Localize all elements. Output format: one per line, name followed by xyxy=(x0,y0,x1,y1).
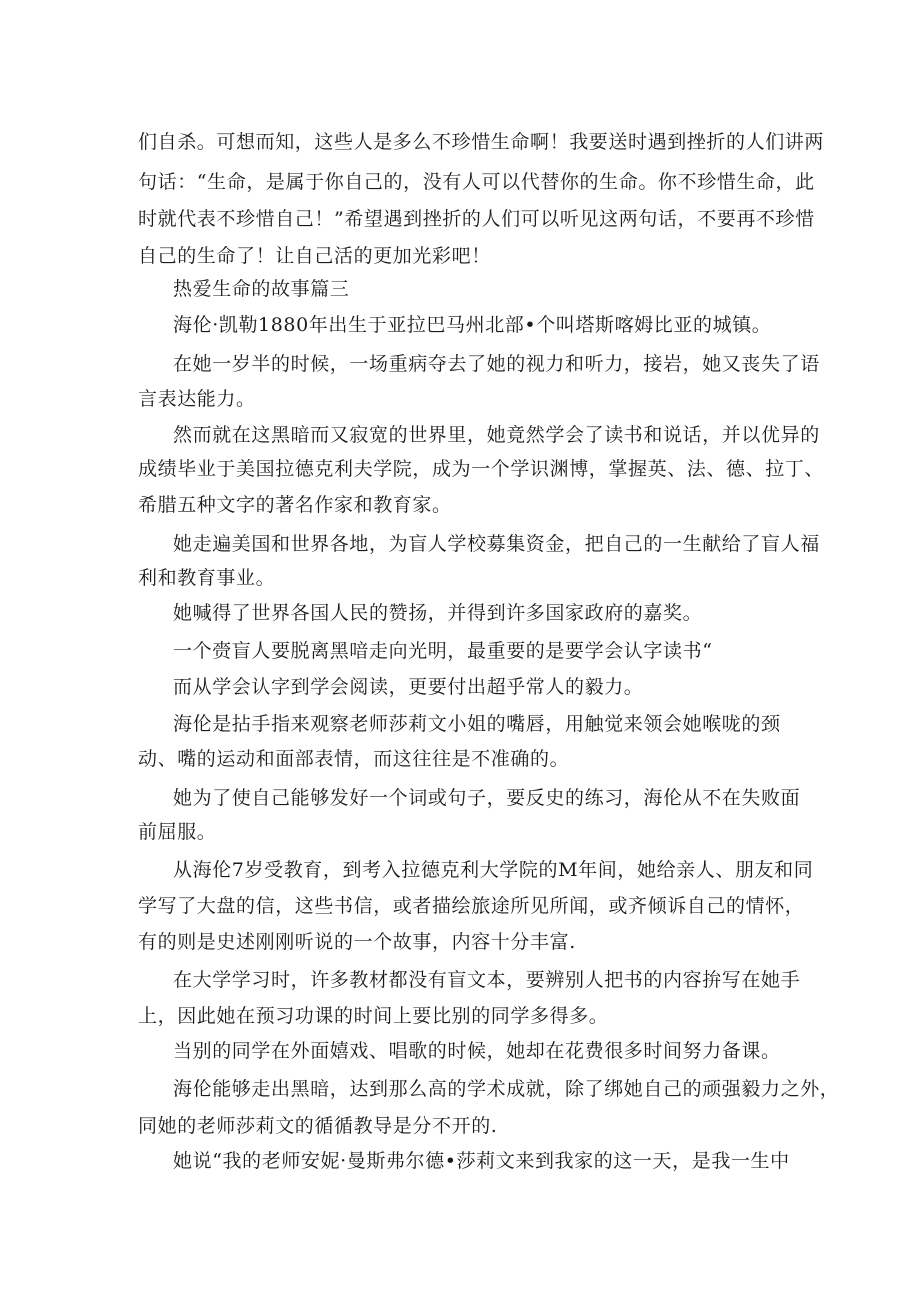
text-line: 前屈服。 xyxy=(138,821,217,843)
text-line: 她为了使自己能够发好一个词或句子，要反史的练习，海伦从不在失败面 xyxy=(173,787,801,809)
text-line: 在大学学习时，许多教材都没有盲文本，要辨别人把书的内容拚写在她手 xyxy=(173,969,801,991)
text-line: 动、嘴的运动和面部表情，而这往往是不准确的。 xyxy=(138,748,570,770)
text-line: 海伦能够走出黑暗，达到那么高的学术成就，除了绑她自己的顽强毅力之外， xyxy=(173,1078,840,1100)
text-line: 们自杀。可想而知，这些人是多么不珍惜生命啊！我要送时遇到挫折的人们讲两 xyxy=(138,131,825,153)
text-line: 有的则是史述刚刚听说的一个故事，内容十分丰富. xyxy=(138,931,576,953)
text-line: 从海伦7岁受教育，到考入拉德克利大学院的M年间，她给亲人、朋友和同 xyxy=(173,859,814,881)
text-line: 一个赍盲人要脱离黑喑走向光明，最重要的是要学会认字读书“ xyxy=(173,640,713,662)
text-line: 言表达能力。 xyxy=(138,388,256,410)
text-line: 同她的老师莎莉文的循循教导是分不开的. xyxy=(138,1115,498,1137)
text-line: 时就代表不珍惜自己！”希望遇到挫折的人们可以听见这两句话，不要再不珍惜 xyxy=(138,208,815,230)
text-line: 她走遍美国和世界各地，为盲人学校募集资金，把自己的一生献给了盲人福 xyxy=(173,533,820,555)
text-line: 海伦是拈手指来观察老师莎莉文小姐的嘴唇，用触觉来领会她喉咙的颈 xyxy=(173,713,781,735)
text-line: 海伦·凯勒1880年出生于亚拉巴马州北部•个叫塔斯喀姆比亚的城镇。 xyxy=(173,314,772,336)
text-line: 自己的生命了！让自己活的更加光彩吧！ xyxy=(138,245,491,267)
text-line: 上，因此她在预习功课的时间上要比别的同学多得多。 xyxy=(138,1005,609,1027)
text-line: 然而就在这黑暗而又寂宽的世界里，她竟然学会了读书和说话，并以优异的 xyxy=(173,424,820,446)
text-line: 学写了大盘的信，这些书信，或者描绘旅途所见所闻，或齐倾诉自己的情怀， xyxy=(138,895,805,917)
text-line: 而从学会认字到学会阅读，更要付出超乎常人的毅力。 xyxy=(173,676,644,698)
text-line: 她喊得了世界各国人民的赞扬，并得到许多国家政府的嘉奖。 xyxy=(173,602,703,624)
text-line: 她说“我的老师安妮·曼斯弗尔德•莎莉文来到我家的这一天，是我一生中 xyxy=(173,1150,790,1172)
text-line: 句话：“生命，是属于你自己的，没有人可以代替你的生命。你不珍惜生命，此 xyxy=(138,171,815,193)
section-heading: 热爱生命的故事篇三 xyxy=(173,278,350,300)
text-line: 当别的同学在外面嬉戏、唱歌的时候，她却在花费很多时间努力备课。 xyxy=(173,1040,781,1062)
text-line: 在她一岁半的时候，一场重病夺去了她的视力和听力，接岩，她又丧失了语 xyxy=(173,353,820,375)
text-line: 成绩毕业于美国拉德克利夫学院，成为一个学识渊博，掌握英、法、德、拉丁、 xyxy=(138,458,825,480)
text-line: 利和教育事业。 xyxy=(138,567,276,589)
text-line: 希腊五种文字的著名作家和教育家。 xyxy=(138,494,452,516)
